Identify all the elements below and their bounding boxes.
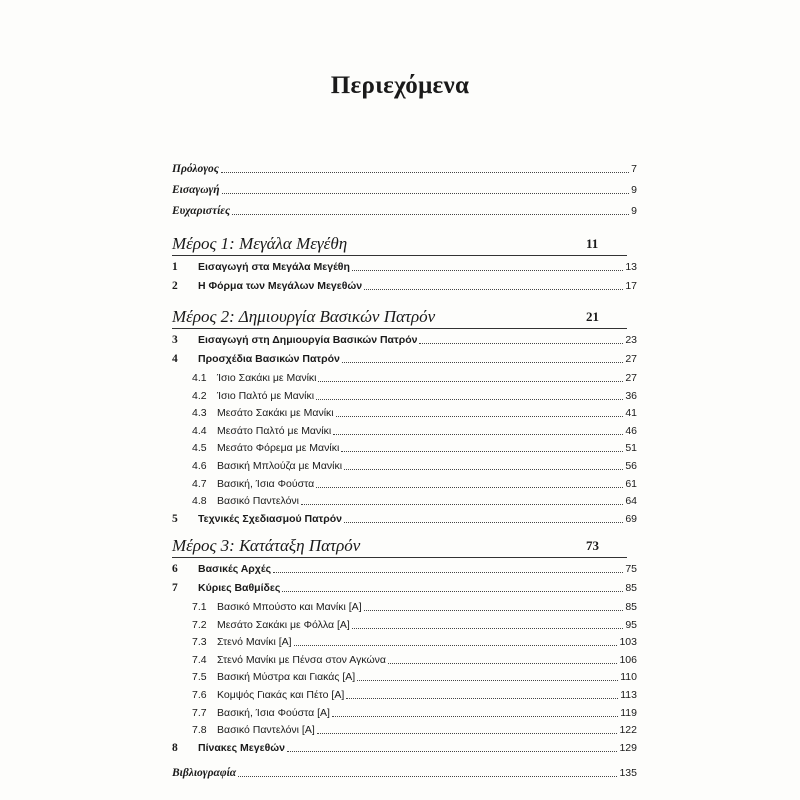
part-title: Μέρος 1: Μεγάλα Μεγέθη (172, 234, 348, 253)
entry-title: Βασική Μπλούζα με Μανίκι (217, 457, 344, 475)
entry-title: Ίσιο Παλτό με Μανίκι (217, 387, 316, 405)
entry-page-number: 41 (623, 404, 637, 422)
entry-title: Μεσάτο Φόρεμα με Μανίκι (217, 439, 341, 457)
entry-title: Η Φόρμα των Μεγάλων Μεγεθών (198, 277, 364, 295)
toc-entry (0, 616, 800, 634)
toc-entry (0, 651, 800, 669)
toc-entry (0, 510, 800, 528)
dot-leader (346, 698, 618, 699)
entry-number: 7.1 (192, 601, 207, 613)
entry-page-number: 27 (623, 369, 637, 387)
part-page-number: 11 (586, 236, 599, 251)
entry-title: Βασικό Μπούστο και Μανίκι [Α] (217, 598, 364, 616)
dot-leader (344, 522, 623, 523)
part-page-number: 73 (586, 538, 599, 553)
toc-entry (0, 331, 800, 349)
dot-leader (344, 469, 623, 470)
entry-number: 4.6 (192, 460, 207, 472)
toc-entry (0, 181, 800, 199)
entry-page-number: 95 (623, 616, 637, 634)
entry-number: 4.4 (192, 424, 207, 437)
entry-page-number: 106 (617, 651, 637, 669)
part-heading (172, 304, 632, 330)
entry-page-number: 85 (623, 598, 637, 616)
entry-page-number: 135 (617, 764, 637, 782)
dot-leader (294, 645, 617, 646)
dot-leader (318, 381, 623, 382)
entry-title: Ευχαριστίες (172, 202, 232, 220)
toc-entry (0, 704, 800, 722)
entry-page-number: 23 (623, 331, 637, 349)
entry-number: 4.3 (192, 407, 207, 420)
dot-leader (301, 504, 623, 505)
entry-number: 7.8 (192, 724, 207, 737)
dot-leader (282, 591, 623, 592)
entry-title: Στενό Μανίκι [Α] (217, 633, 294, 651)
entry-title: Κύριες Βαθμίδες (198, 579, 282, 597)
entry-number: 4.5 (192, 442, 207, 455)
dot-leader (221, 172, 629, 173)
entry-title: Βασικές Αρχές (198, 560, 273, 578)
entry-title: Εισαγωγή στη Δημιουργία Βασικών Πατρόν (198, 331, 419, 349)
toc-entry (0, 686, 800, 704)
dot-leader (352, 628, 623, 629)
part-page-number: 21 (586, 309, 599, 324)
entry-number: 1 (172, 261, 178, 273)
entry-page-number: 7 (629, 160, 637, 178)
entry-title: Εισαγωγή (172, 181, 222, 199)
entry-title: Τεχνικές Σχεδιασμού Πατρόν (198, 510, 344, 528)
part-divider (172, 557, 627, 558)
dot-leader (364, 289, 623, 290)
toc-entry (0, 202, 800, 220)
entry-page-number: 46 (623, 422, 637, 440)
entry-number: 7.5 (192, 671, 207, 684)
dot-leader (232, 214, 629, 215)
entry-title: Κομψός Γιακάς και Πέτο [Α] (217, 686, 346, 704)
entry-title: Βασική Μύστρα και Γιακάς [Α] (217, 668, 357, 686)
entry-title: Μεσάτο Σακάκι με Μανίκι (217, 404, 336, 422)
dot-leader (342, 362, 623, 363)
entry-page-number: 36 (623, 387, 637, 405)
entry-page-number: 51 (623, 439, 637, 457)
toc-entry (0, 475, 800, 493)
entry-number: 7 (172, 582, 178, 594)
toc-entry (0, 387, 800, 405)
toc-entry (0, 369, 800, 387)
dot-leader (332, 716, 618, 717)
dot-leader (317, 733, 617, 734)
entry-page-number: 113 (618, 686, 637, 704)
toc-entry (0, 422, 800, 440)
entry-page-number: 61 (623, 475, 637, 493)
entry-title: Βιβλιογραφία (172, 764, 238, 782)
entry-page-number: 103 (617, 633, 637, 651)
entry-title: Ίσιο Σακάκι με Μανίκι (217, 369, 318, 387)
entry-title: Βασικό Παντελόνι (217, 492, 301, 510)
entry-number: 2 (172, 280, 178, 292)
entry-page-number: 129 (617, 739, 637, 757)
toc-entry (0, 560, 800, 578)
entry-title: Πρόλογος (172, 160, 221, 178)
entry-number: 4.2 (192, 389, 207, 402)
entry-number: 3 (172, 334, 178, 346)
dot-leader (336, 416, 623, 417)
dot-leader (333, 434, 623, 435)
entry-title: Μεσάτο Παλτό με Μανίκι (217, 422, 333, 440)
entry-title: Βασική, Ίσια Φούστα (217, 475, 316, 493)
toc-entry (0, 492, 800, 510)
entry-page-number: 9 (629, 202, 637, 220)
entry-page-number: 85 (623, 579, 637, 597)
toc-entry (0, 439, 800, 457)
toc-entry (0, 277, 800, 295)
toc-entry (0, 633, 800, 651)
part-title: Μέρος 2: Δημιουργία Βασικών Πατρόν (172, 307, 436, 326)
entry-number: 7.2 (192, 618, 207, 631)
dot-leader (222, 193, 629, 194)
toc-entry (0, 258, 800, 276)
entry-title: Μεσάτο Σακάκι με Φόλλα [Α] (217, 616, 352, 634)
entry-number: 4.8 (192, 495, 207, 508)
toc-entry (0, 668, 800, 686)
entry-number: 6 (172, 563, 178, 575)
entry-number: 7.7 (192, 706, 207, 719)
toc-entry (0, 160, 800, 178)
part-title: Μέρος 3: Κατάταξη Πατρόν (172, 536, 361, 555)
entry-page-number: 69 (623, 510, 637, 528)
entry-title: Πίνακες Μεγεθών (198, 739, 287, 757)
entry-page-number: 119 (618, 704, 637, 722)
toc-entry (0, 764, 800, 782)
entry-page-number: 9 (629, 181, 637, 199)
toc-entry (0, 721, 800, 739)
entry-title: Προσχέδια Βασικών Πατρόν (198, 350, 342, 368)
toc-entry (0, 457, 800, 475)
entry-title: Στενό Μανίκι με Πένσα στον Αγκώνα (217, 651, 388, 669)
page-title: Περιεχόμενα (330, 72, 470, 99)
dot-leader (316, 399, 623, 400)
entry-number: 7.4 (192, 653, 207, 666)
entry-page-number: 64 (623, 492, 637, 510)
toc-entry (0, 598, 800, 616)
part-heading (172, 231, 632, 257)
dot-leader (341, 451, 623, 452)
part-heading (172, 533, 632, 559)
entry-title: Βασικό Παντελόνι [Α] (217, 721, 317, 739)
entry-page-number: 75 (623, 560, 637, 578)
toc-entry (0, 739, 800, 757)
entry-number: 5 (172, 512, 178, 525)
entry-page-number: 56 (623, 457, 637, 475)
dot-leader (357, 680, 618, 681)
part-divider (172, 328, 627, 329)
toc-entry (0, 404, 800, 422)
entry-number: 4.7 (192, 477, 207, 490)
dot-leader (316, 487, 623, 488)
entry-page-number: 27 (623, 350, 637, 368)
dot-leader (273, 572, 623, 573)
entry-title: Εισαγωγή στα Μεγάλα Μεγέθη (198, 258, 352, 276)
entry-number: 8 (172, 741, 178, 754)
dot-leader (388, 663, 617, 664)
entry-page-number: 122 (617, 721, 637, 739)
entry-page-number: 110 (618, 668, 637, 686)
entry-page-number: 17 (623, 277, 637, 295)
entry-number: 4.1 (192, 372, 207, 384)
entry-title: Βασική, Ίσια Φούστα [Α] (217, 704, 332, 722)
entry-number: 4 (172, 353, 178, 365)
dot-leader (352, 270, 623, 271)
entry-number: 7.6 (192, 689, 207, 701)
entry-number: 7.3 (192, 636, 207, 649)
dot-leader (238, 776, 617, 777)
dot-leader (287, 751, 617, 752)
dot-leader (419, 343, 623, 344)
entry-page-number: 13 (623, 258, 637, 276)
part-divider (172, 255, 627, 256)
dot-leader (364, 610, 623, 611)
toc-entry (0, 579, 800, 597)
toc-entry (0, 350, 800, 368)
